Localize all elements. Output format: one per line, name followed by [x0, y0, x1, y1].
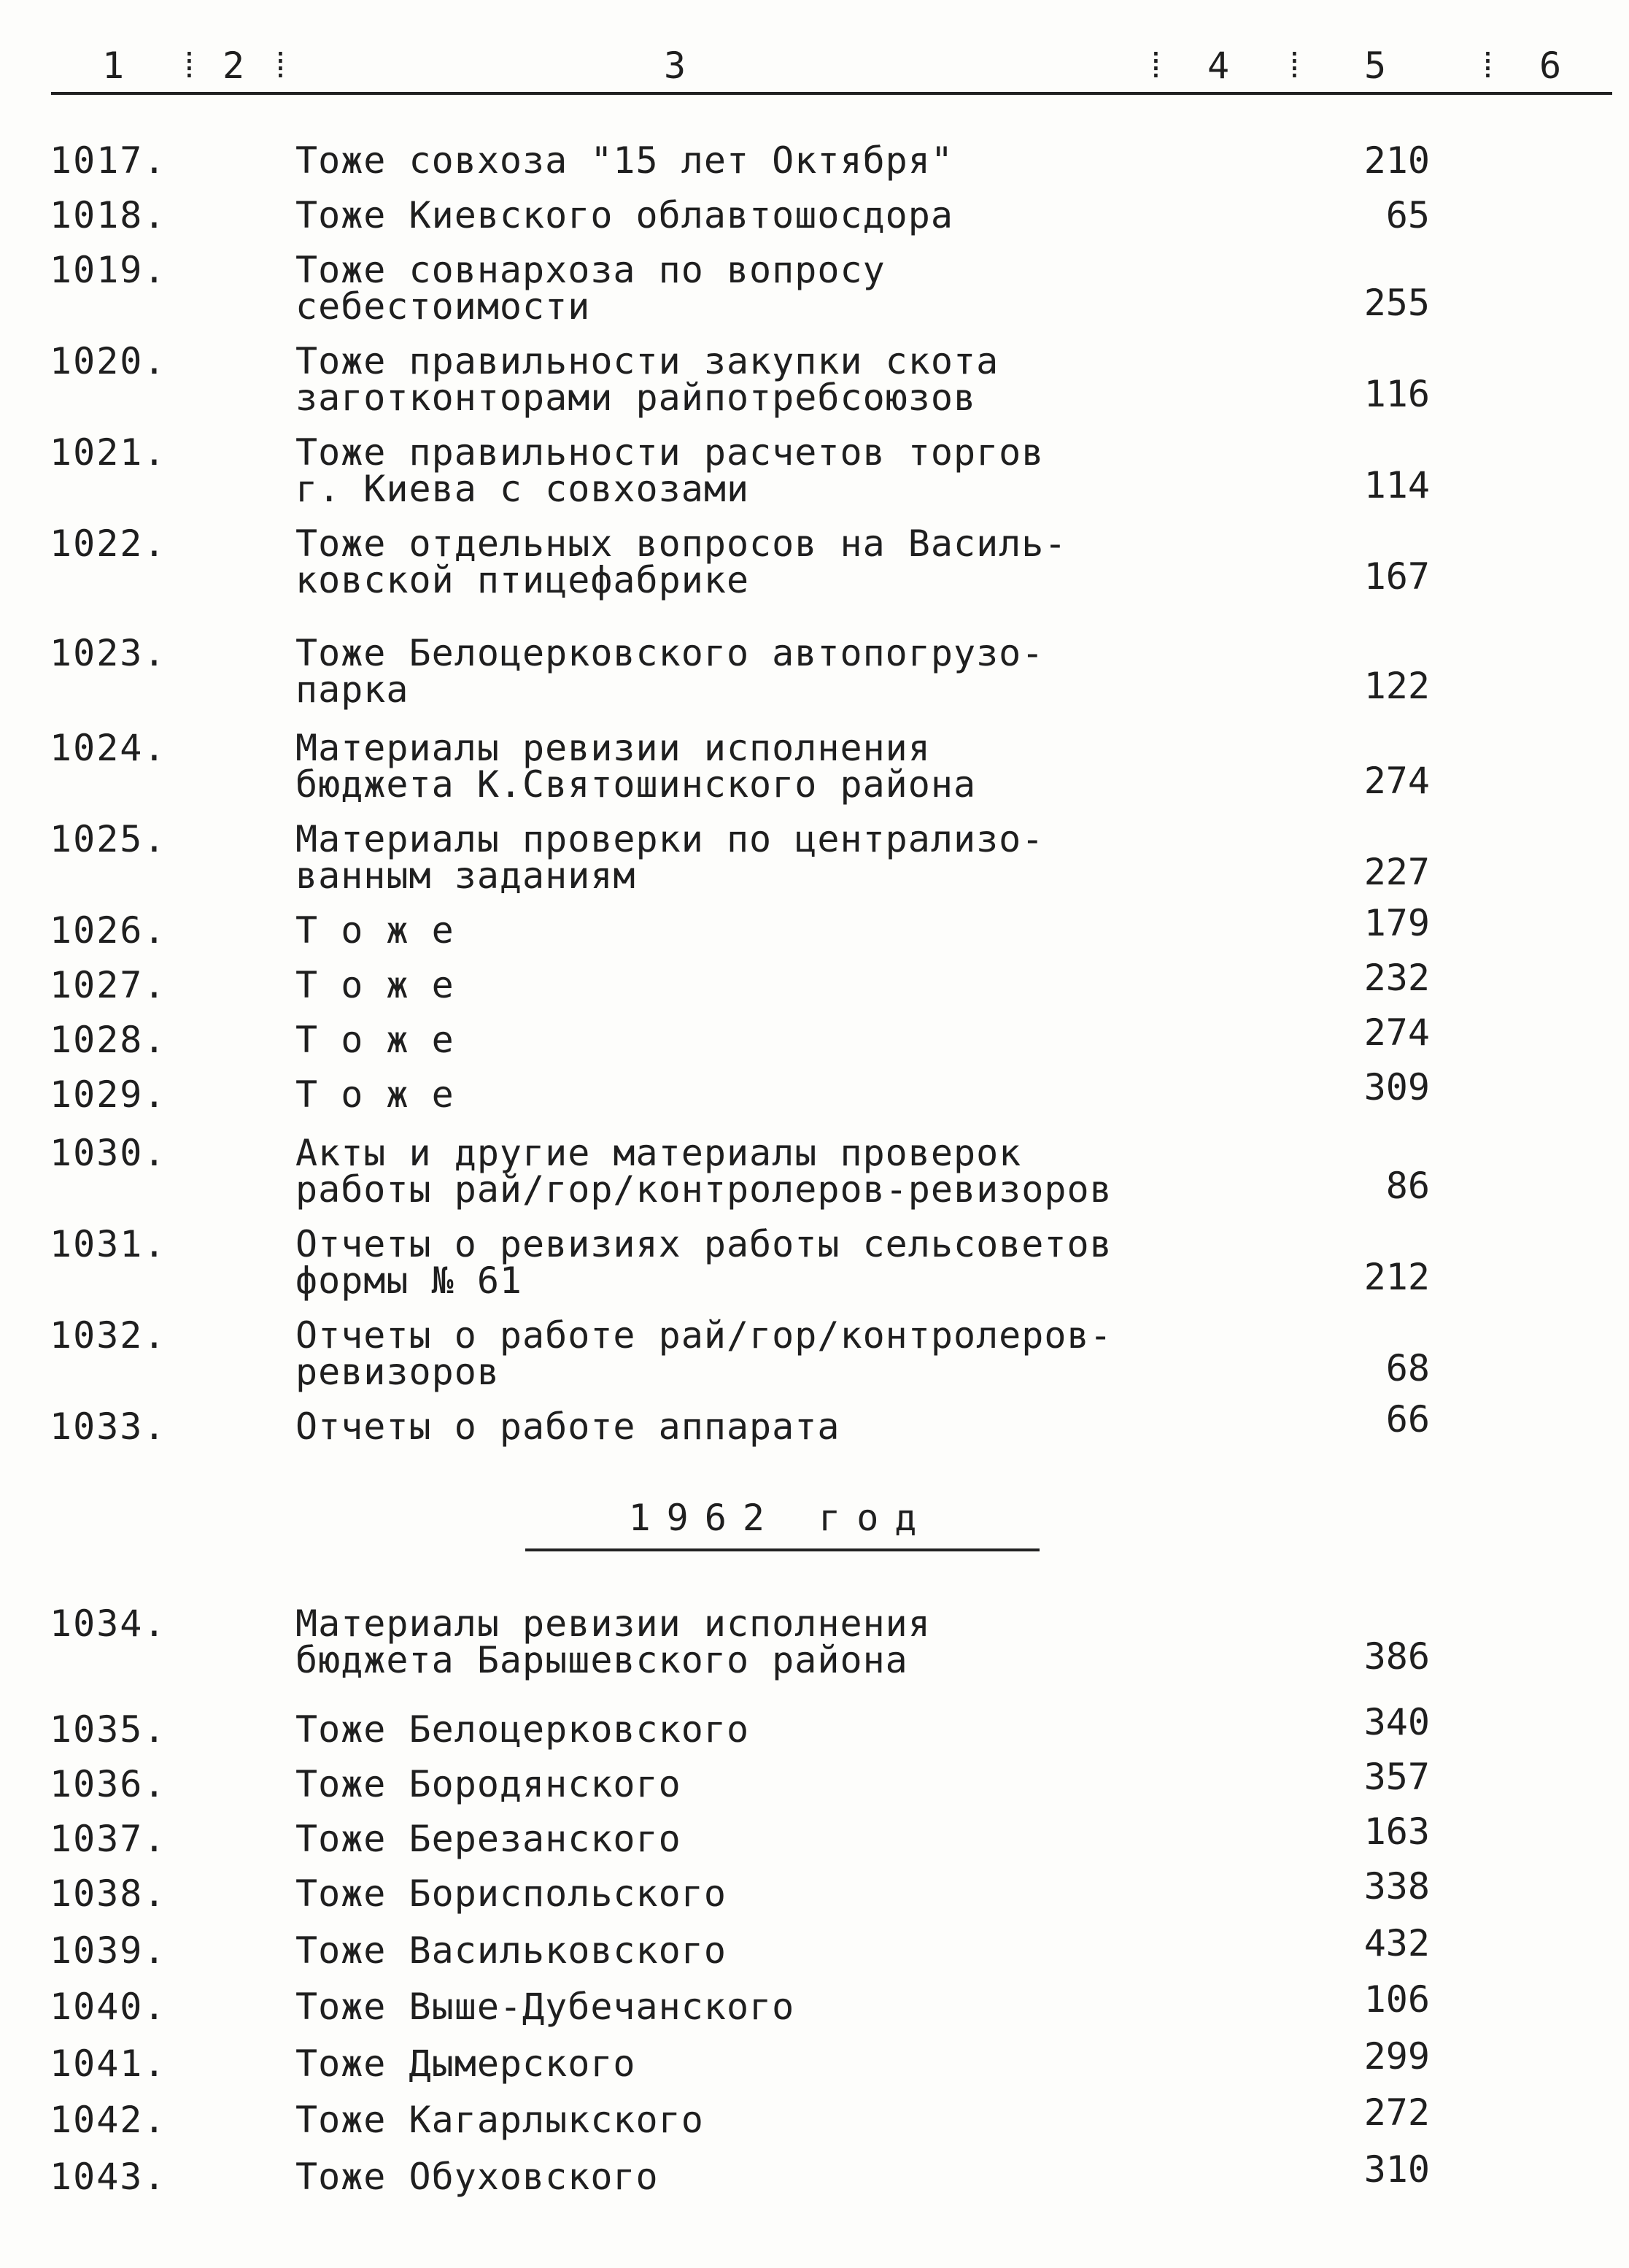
- column-header-2: 2: [223, 45, 245, 87]
- entry-number: 1036.: [50, 1763, 167, 1805]
- entry-description-line-2: ванным заданиям: [295, 855, 636, 897]
- column-header-4: 4: [1207, 45, 1230, 87]
- entry-description: Тоже Бориспольского: [295, 1872, 727, 1915]
- entry-page-count: 310: [1363, 2148, 1430, 2191]
- entry-description-line-2: бюджета К.Святошинского района: [295, 763, 977, 806]
- entry-description: Тоже Кагарлыкского: [295, 2099, 704, 2141]
- column-header-6: 6: [1539, 45, 1562, 87]
- entry-description: Материалы ревизии исполнения: [295, 1602, 931, 1645]
- entry-description-line-2: ревизоров: [295, 1351, 500, 1393]
- entry-description: Тоже отдельных вопросов на Василь-: [295, 522, 1067, 565]
- entry-number: 1023.: [50, 632, 167, 674]
- column-separator: ⁞: [179, 45, 200, 86]
- entry-number: 1032.: [50, 1314, 167, 1357]
- column-separator: ⁞: [1477, 45, 1498, 86]
- year-heading: 1962 год: [628, 1497, 933, 1539]
- entry-description: Тоже Дымерского: [295, 2043, 636, 2085]
- entry-page-count: 106: [1363, 1978, 1430, 2021]
- entry-page-count: 116: [1363, 373, 1430, 415]
- entry-description-line-2: себестоимости: [295, 285, 591, 328]
- entry-number: 1043.: [50, 2156, 167, 2198]
- entry-page-count: 309: [1363, 1066, 1430, 1108]
- table-header: [51, 40, 1612, 99]
- entry-description: Т о ж е: [295, 1019, 454, 1061]
- entry-description: Отчеты о работе аппарата: [295, 1405, 840, 1448]
- entry-page-count: 179: [1363, 902, 1430, 944]
- entry-number: 1020.: [50, 340, 167, 382]
- entry-number: 1021.: [50, 431, 167, 474]
- entry-page-count: 272: [1363, 2091, 1430, 2134]
- entry-number: 1039.: [50, 1929, 167, 1972]
- entry-number: 1018.: [50, 194, 167, 236]
- entry-page-count: 212: [1363, 1256, 1430, 1298]
- entry-page-count: 340: [1363, 1701, 1430, 1743]
- column-separator: ⁞: [1284, 45, 1305, 86]
- entry-page-count: 163: [1363, 1810, 1430, 1853]
- entry-page-count: 66: [1385, 1398, 1430, 1440]
- entry-page-count: 210: [1363, 139, 1430, 182]
- entry-description: Материалы ревизии исполнения: [295, 727, 931, 769]
- entry-page-count: 255: [1363, 282, 1430, 324]
- entry-description: Отчеты о ревизиях работы сельсоветов: [295, 1223, 1113, 1265]
- entry-page-count: 227: [1363, 851, 1430, 893]
- entry-page-count: 65: [1385, 194, 1430, 236]
- entry-description: Материалы проверки по централизо-: [295, 818, 1045, 860]
- entry-page-count: 86: [1385, 1165, 1430, 1207]
- entry-description: Тоже правильности расчетов торгов: [295, 431, 1045, 474]
- entry-description: Тоже Обуховского: [295, 2156, 659, 2198]
- entry-description: Тоже Белоцерковского: [295, 1708, 750, 1751]
- entry-number: 1028.: [50, 1019, 167, 1061]
- entry-description: Т о ж е: [295, 1073, 454, 1116]
- entry-number: 1034.: [50, 1602, 167, 1645]
- column-header-3: 3: [664, 45, 686, 87]
- entry-page-count: 386: [1363, 1635, 1430, 1678]
- entry-description-line-2: парка: [295, 668, 409, 711]
- entry-page-count: 167: [1363, 555, 1430, 598]
- entry-number: 1022.: [50, 522, 167, 565]
- column-separator: ⁞: [1145, 45, 1166, 86]
- entry-description: Тоже правильности закупки скота: [295, 340, 999, 382]
- entry-description: Акты и другие материалы проверок: [295, 1132, 1022, 1174]
- entry-page-count: 114: [1363, 464, 1430, 506]
- entry-number: 1033.: [50, 1405, 167, 1448]
- entry-description-line-2: работы рай/гор/контролеров-ревизоров: [295, 1168, 1113, 1211]
- entry-number: 1042.: [50, 2099, 167, 2141]
- entry-description: Тоже Киевского облавтошосдора: [295, 194, 953, 236]
- entry-number: 1041.: [50, 2043, 167, 2085]
- entry-page-count: 274: [1363, 1011, 1430, 1054]
- entry-description: Т о ж е: [295, 964, 454, 1006]
- entry-number: 1031.: [50, 1223, 167, 1265]
- entry-number: 1037.: [50, 1818, 167, 1860]
- entry-description-line-2: ковской птицефабрике: [295, 559, 750, 601]
- entry-page-count: 338: [1363, 1865, 1430, 1908]
- entry-page-count: 299: [1363, 2035, 1430, 2078]
- entry-description-line-2: бюджета Барышевского района: [295, 1639, 908, 1681]
- entry-number: 1027.: [50, 964, 167, 1006]
- entry-number: 1029.: [50, 1073, 167, 1116]
- entry-description: Тоже Бородянского: [295, 1763, 681, 1805]
- entry-description-line-2: заготконторами райпотребсоюзов: [295, 377, 977, 419]
- entry-description-line-2: формы № 61: [295, 1260, 523, 1302]
- entry-number: 1035.: [50, 1708, 167, 1751]
- entry-description: Тоже Белоцерковского автопогрузо-: [295, 632, 1045, 674]
- entry-description: Т о ж е: [295, 909, 454, 952]
- entry-description: Тоже Васильковского: [295, 1929, 727, 1972]
- entry-description: Тоже Выше-Дубечанского: [295, 1986, 795, 2028]
- entry-page-count: 232: [1363, 957, 1430, 999]
- entry-description: Отчеты о работе рай/гор/контролеров-: [295, 1314, 1113, 1357]
- entry-page-count: 122: [1363, 665, 1430, 707]
- entry-page-count: 357: [1363, 1756, 1430, 1798]
- entry-page-count: 274: [1363, 760, 1430, 802]
- entry-number: 1026.: [50, 909, 167, 952]
- column-header-1: 1: [102, 45, 125, 87]
- entry-page-count: 432: [1363, 1922, 1430, 1964]
- entry-number: 1040.: [50, 1986, 167, 2028]
- entry-number: 1038.: [50, 1872, 167, 1915]
- entry-number: 1017.: [50, 139, 167, 182]
- column-header-5: 5: [1364, 45, 1387, 87]
- entry-description: Тоже совнархоза по вопросу: [295, 249, 886, 291]
- entry-number: 1019.: [50, 249, 167, 291]
- year-heading-underline: [525, 1548, 1040, 1551]
- entry-description: Тоже Березанского: [295, 1818, 681, 1860]
- entry-description-line-2: г. Киева с совхозами: [295, 468, 750, 510]
- entry-description: Тоже совхоза "15 лет Октября": [295, 139, 953, 182]
- entry-number: 1024.: [50, 727, 167, 769]
- entry-number: 1025.: [50, 818, 167, 860]
- entry-page-count: 68: [1385, 1347, 1430, 1389]
- header-rule: [51, 92, 1612, 95]
- entry-number: 1030.: [50, 1132, 167, 1174]
- column-separator: ⁞: [270, 45, 291, 86]
